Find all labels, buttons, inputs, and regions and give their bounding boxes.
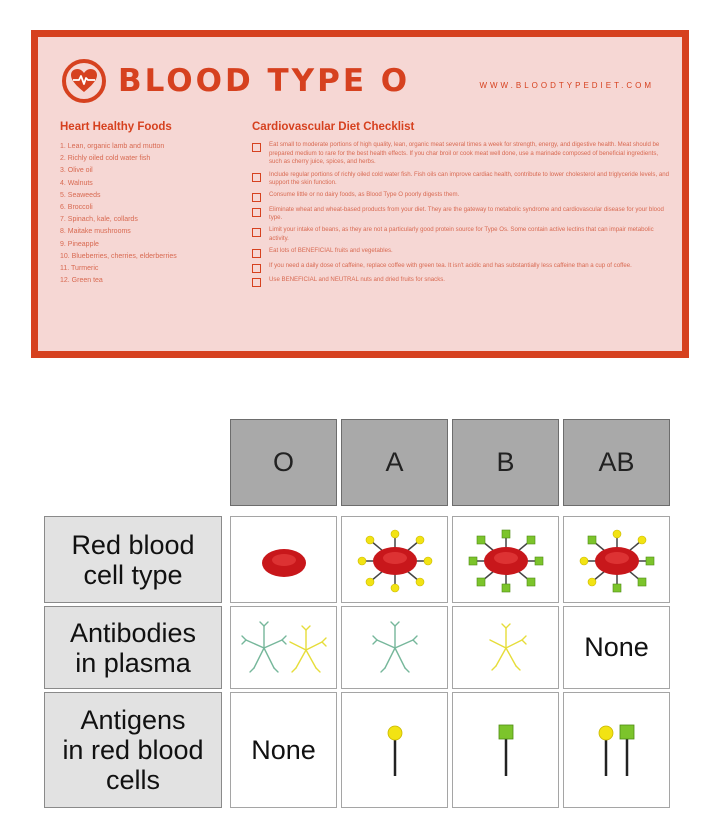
column-header-b: B	[452, 419, 559, 506]
column-header-ab: AB	[563, 419, 670, 506]
cell-o-antibodies	[230, 606, 337, 689]
checklist-item-text: Include regular portions of richly oiled cold water fish. Fish oils can improve cardiac health, contribute to lower cholesterol and triglyceride levels, and support the skin function.	[269, 170, 670, 187]
a-and-b-antigens-icon	[592, 720, 642, 780]
row-label-line: Antigens	[80, 705, 186, 735]
food-item: 12. Green tea	[60, 277, 103, 285]
food-item: 11. Turmeric	[60, 265, 99, 273]
cardiovascular-checklist-section	[252, 121, 672, 290]
foods-heading: Heart Healthy Foods	[60, 121, 172, 133]
column-header-o: O	[230, 419, 337, 506]
food-item: 9. Pineapple	[60, 240, 99, 248]
heart-healthy-foods-section	[60, 121, 250, 287]
checklist-item	[252, 206, 672, 223]
checklist-item	[252, 141, 672, 167]
blood-type-o-card	[31, 30, 689, 358]
food-item: 3. Olive oil	[60, 167, 93, 175]
row-label-line: in plasma	[75, 647, 191, 678]
row-label-line: Red blood	[71, 529, 195, 560]
cell-o-rbc	[230, 516, 337, 603]
food-item: 10. Blueberries, cherries, elderberries	[60, 252, 177, 260]
checklist-item-text: If you need a daily dose of caffeine, replace coffee with green tea. It isn't acidic and has substantially less caffeine than a cup of coffee.	[269, 261, 632, 269]
heart-pulse-logo-icon	[62, 59, 106, 103]
row-label-red-blood-cell-type	[44, 516, 222, 603]
row-label-line: cells	[105, 765, 160, 795]
checkbox[interactable]	[252, 193, 261, 202]
row-label-antibodies	[44, 606, 222, 689]
cell-a-antigens	[341, 692, 448, 808]
food-item: 8. Maitake mushrooms	[60, 228, 131, 236]
anti-b-antibody-icon	[365, 618, 425, 678]
b-antigen-icon	[491, 720, 521, 780]
cell-ab-antigens	[563, 692, 670, 808]
food-item: 5. Seaweeds	[60, 191, 101, 199]
cell-ab-rbc	[563, 516, 670, 603]
checklist-item	[252, 226, 672, 243]
food-item: 7. Spinach, kale, collards	[60, 216, 138, 224]
none-label: None	[251, 734, 316, 765]
red-blood-cell-with-b-antigens-icon	[456, 525, 556, 595]
food-item: 2. Richly oiled cold water fish	[60, 155, 151, 163]
food-item: 4. Walnuts	[60, 179, 93, 187]
checkbox[interactable]	[252, 278, 261, 287]
cell-b-antibodies	[452, 606, 559, 689]
cell-a-rbc	[341, 516, 448, 603]
checkbox[interactable]	[252, 173, 261, 182]
a-antigen-icon	[380, 720, 410, 780]
anti-a-and-anti-b-antibodies-icon	[234, 618, 334, 678]
food-item: 1. Lean, organic lamb and mutton	[60, 143, 165, 150]
red-blood-cell-with-ab-antigens-icon	[567, 525, 667, 595]
checklist-item	[252, 262, 672, 273]
checklist-item-text: Eat lots of BENEFICIAL fruits and vegetables.	[269, 247, 393, 255]
checkbox[interactable]	[252, 264, 261, 273]
checklist-item-text: Limit your intake of beans, as they are not a particularly good protein source for Type Os. Some contain active lectins that can impair metabolic activity.	[269, 226, 654, 243]
checklist-item-text: Consume little or no dairy foods, as Blood Type O poorly digests them.	[269, 191, 460, 199]
column-header-a: A	[341, 419, 448, 506]
row-label-line: cell type	[83, 559, 183, 590]
brand	[62, 59, 410, 103]
checklist-heading: Cardiovascular Diet Checklist	[252, 121, 415, 133]
card-title: BLOOD TYPE O	[118, 63, 411, 99]
checklist-item-text: Use BENEFICIAL and NEUTRAL nuts and dried fruits for snacks.	[269, 276, 445, 284]
row-label-line: Antibodies	[69, 617, 197, 648]
checklist-item	[252, 191, 672, 202]
row-label-antigens	[44, 692, 222, 808]
cell-b-rbc	[452, 516, 559, 603]
checklist-item	[252, 247, 672, 258]
anti-a-antibody-icon	[476, 618, 536, 678]
checklist-item	[252, 171, 672, 188]
red-blood-cell-icon	[249, 535, 319, 585]
checkbox[interactable]	[252, 249, 261, 258]
website-url: WWW.BLOODTYPEDIET.COM	[479, 81, 654, 90]
checklist-item-text: Eliminate wheat and wheat-based products from your diet. They are the gateway to metabolic syndrome and cardiovascular disease for your blood type.	[269, 205, 664, 222]
cell-o-antigens	[230, 692, 337, 808]
red-blood-cell-with-a-antigens-icon	[345, 525, 445, 595]
food-item: 6. Broccoli	[60, 204, 93, 212]
row-label-line: in red blood	[62, 735, 204, 765]
checkbox[interactable]	[252, 143, 261, 152]
cell-b-antigens	[452, 692, 559, 808]
checklist-item-text: Eat small to moderate portions of high quality, lean, organic meat several times a week for strength, energy, and digestive health. Meat should be prepared medium to rare for the best health effects. If you char broil or cook meat well done, use a marinade composed of beneficial ingredients, such as cherry juice, spices, and herbs.	[269, 141, 660, 166]
cell-a-antibodies	[341, 606, 448, 689]
checklist-item	[252, 276, 672, 287]
checkbox[interactable]	[252, 208, 261, 217]
checkbox[interactable]	[252, 228, 261, 237]
none-label: None	[584, 632, 649, 662]
cell-ab-antibodies	[563, 606, 670, 689]
foods-list	[60, 141, 250, 287]
